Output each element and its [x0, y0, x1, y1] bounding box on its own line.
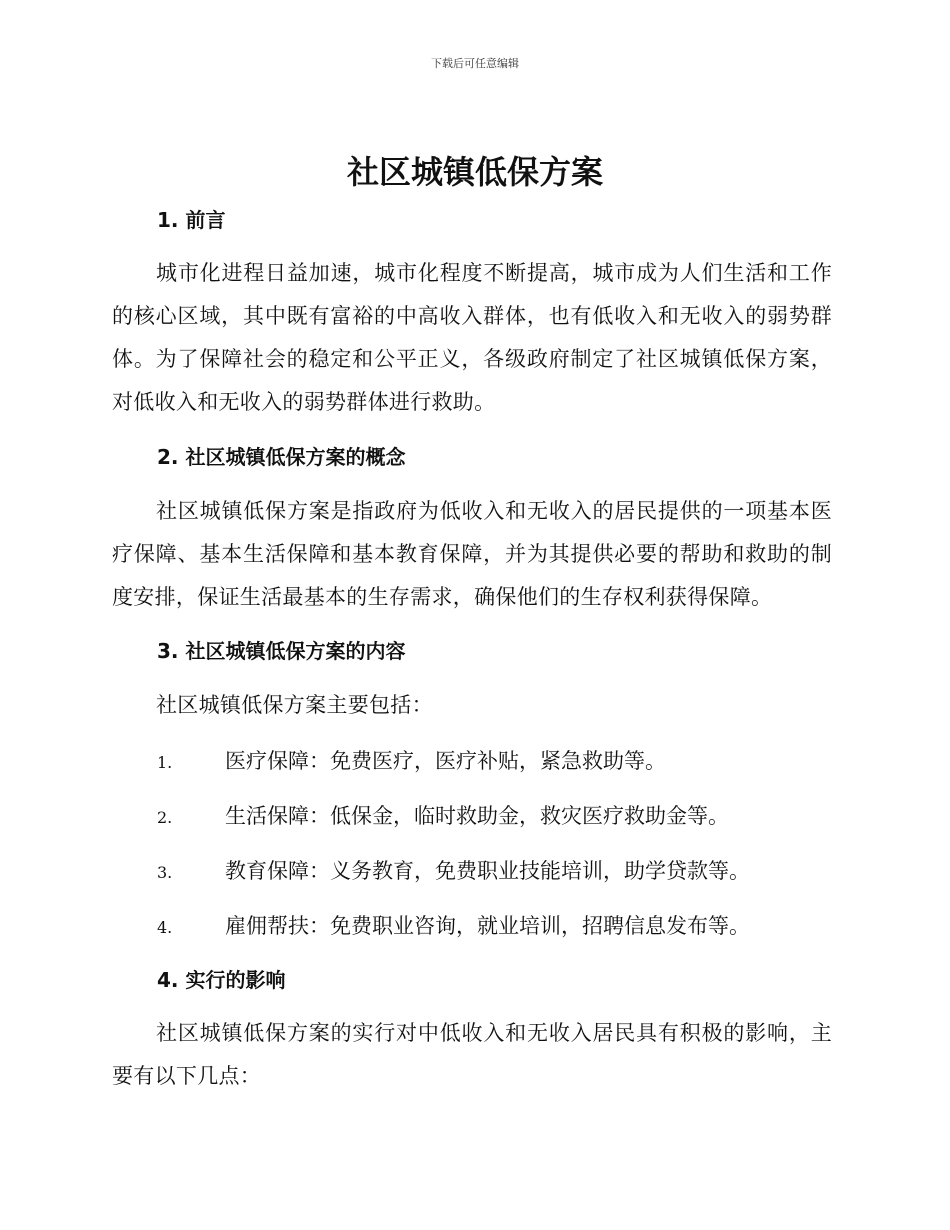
list-item-text: 教育保障：义务教育，免费职业技能培训，助学贷款等。	[225, 859, 750, 883]
section-heading-preface: 1. 前言	[157, 208, 226, 232]
document-title: 社区城镇低保方案	[346, 153, 603, 191]
section-paragraph-impact: 社区城镇低保方案的实行对中低收入和无收入居民具有积极的影响，主要有以下几点：	[112, 1021, 832, 1088]
list-item-text: 医疗保障：免费医疗，医疗补贴，紧急救助等。	[225, 749, 666, 773]
section-paragraph-concept: 社区城镇低保方案是指政府为低收入和无收入的居民提供的一项基本医疗保障、基本生活保障和基本教育保障，并为其提供必要的帮助和救助的制度安排，保证生活最基本的生存需求，确保他们的生存权利获得保障。	[112, 499, 832, 609]
list-item-number: 2.	[157, 808, 173, 827]
header-note: 下载后可任意编辑	[431, 57, 519, 70]
list-item-number: 4.	[157, 918, 173, 937]
list-item-number: 3.	[157, 863, 173, 882]
section-paragraph-content: 社区城镇低保方案主要包括：	[156, 693, 433, 717]
section-heading-content: 3. 社区城镇低保方案的内容	[157, 639, 406, 663]
list-item-text: 雇佣帮扶：免费职业咨询，就业培训，招聘信息发布等。	[225, 914, 750, 938]
section-heading-concept: 2. 社区城镇低保方案的概念	[157, 445, 406, 469]
list-item-text: 生活保障：低保金，临时救助金，救灾医疗救助金等。	[225, 804, 729, 828]
list-item-number: 1.	[157, 753, 173, 772]
section-paragraph-preface: 城市化进程日益加速，城市化程度不断提高，城市成为人们生活和工作的核心区域，其中既有富裕的中高收入群体，也有低收入和无收入的弱势群体。为了保障社会的稳定和公平正义，各级政府制定了社区城镇低保方案，对低收入和无收入的弱势群体进行救助。	[112, 261, 832, 414]
section-heading-impact: 4. 实行的影响	[157, 968, 286, 992]
